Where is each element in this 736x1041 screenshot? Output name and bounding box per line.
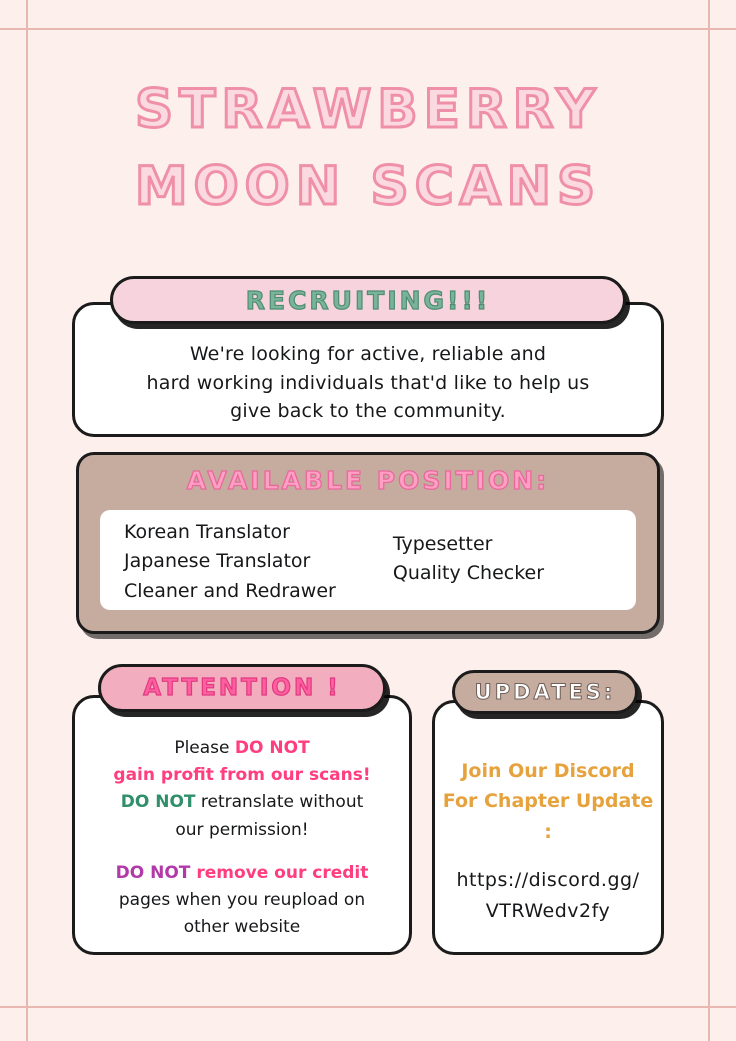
- attention-line-5-warning: DO NOT: [115, 862, 191, 883]
- updates-line-2: For Chapter Update :: [442, 790, 654, 843]
- attention-line-6: pages when you reupload on: [118, 889, 366, 910]
- page-title: [0, 72, 736, 226]
- recruiting-heading-label: RECRUITING!!!: [245, 285, 491, 315]
- attention-line-1: [80, 735, 404, 762]
- page-border-bottom: [0, 1006, 736, 1008]
- recruiting-heading-ribbon: [110, 276, 626, 324]
- page-border-top: [0, 28, 736, 30]
- list-item: Typesetter: [392, 533, 493, 555]
- recruiting-body-line-3: give back to the community.: [230, 400, 506, 422]
- list-item: Japanese Translator: [124, 550, 311, 573]
- positions-column-right: [377, 510, 636, 610]
- attention-line-1-warning: DO NOT: [234, 738, 310, 758]
- list-item: Korean Translator: [124, 521, 290, 543]
- title-line-1: STRAWBERRY: [135, 79, 601, 140]
- recruiting-body: [82, 340, 654, 426]
- updates-heading-label: UPDATES:: [474, 680, 616, 704]
- attention-line-4: our permission!: [175, 819, 309, 840]
- title-line-2: MOON SCANS: [134, 155, 602, 217]
- attention-line-5: [80, 860, 404, 887]
- attention-line-5-plain: remove our credit: [190, 862, 369, 883]
- attention-line-3: [80, 789, 404, 816]
- list-item: Quality Checker: [392, 562, 545, 585]
- updates-line-1: Join Our Discord: [461, 760, 635, 782]
- list-item: Cleaner and Redrawer: [124, 579, 336, 602]
- available-positions-heading: AVAILABLE POSITION:: [186, 466, 550, 495]
- attention-line-3-warning: DO NOT: [120, 792, 196, 813]
- updates-body: [436, 756, 660, 926]
- attention-line-2: gain profit from our scans!: [113, 765, 371, 786]
- attention-heading-label: ATTENTION !: [143, 675, 341, 701]
- attention-heading-ribbon: [98, 664, 386, 712]
- discord-invite-url-line-2[interactable]: VTRWedv2fy: [485, 899, 611, 922]
- recruiting-body-line-2: hard working individuals that'd like to help us: [146, 371, 590, 394]
- updates-heading-ribbon: [452, 670, 638, 714]
- updates-spacer: [436, 847, 660, 865]
- positions-column-left: [100, 510, 377, 610]
- attention-spacer: [80, 844, 404, 860]
- attention-line-7: other website: [183, 917, 301, 938]
- attention-body: [80, 735, 404, 941]
- available-positions-list-panel: [100, 510, 636, 610]
- recruiting-body-line-1: We're looking for active, reliable and: [189, 343, 547, 365]
- attention-line-3-plain: retranslate without: [195, 792, 364, 813]
- attention-line-1-plain: Please: [174, 738, 235, 758]
- discord-invite-url-line-1[interactable]: https://discord.gg/: [456, 869, 640, 892]
